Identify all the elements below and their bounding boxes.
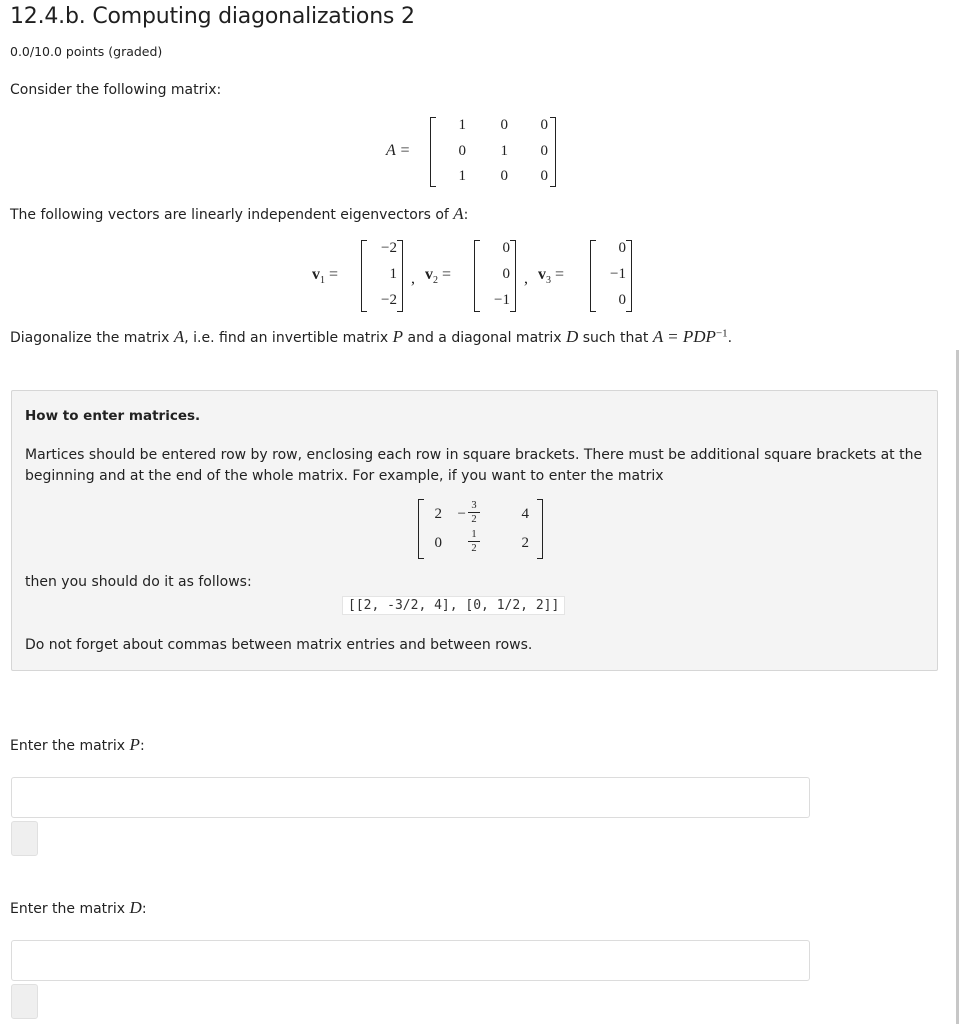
matrix-a-cell: 1 xyxy=(500,143,508,159)
matrix-a-cell: 0 xyxy=(540,117,548,133)
vector-v3-entry: −1 xyxy=(610,266,626,282)
example-matrix xyxy=(418,499,543,559)
matrix-d-input[interactable] xyxy=(11,940,810,981)
separator: , xyxy=(411,270,415,287)
help-box xyxy=(11,390,938,671)
example-matrix-cell: 2 xyxy=(521,535,529,551)
vector-v2-label: $v_2$ = xyxy=(425,266,452,287)
vector-v3-entry: 0 xyxy=(618,240,626,256)
vector-v1-entry: −2 xyxy=(381,240,397,256)
matrix-a-label: A = xyxy=(386,142,411,159)
matrix-a-cell: 0 xyxy=(500,168,508,184)
example-matrix-cell: 0 xyxy=(434,535,442,551)
example-matrix-cell: 2 xyxy=(434,506,442,522)
help-title: How to enter matrices. xyxy=(25,408,201,424)
matrix-p-input[interactable] xyxy=(11,777,810,818)
matrix-a-cell: 0 xyxy=(540,168,548,184)
vector-v2 xyxy=(474,240,516,312)
intro-text: Consider the following matrix: xyxy=(10,82,222,98)
vector-v2-entry: 0 xyxy=(502,240,510,256)
matrix-a-cell: 1 xyxy=(458,168,466,184)
vector-v3 xyxy=(590,240,632,312)
matrix-a-cell: 1 xyxy=(458,117,466,133)
matrix-a-cell: 0 xyxy=(500,117,508,133)
vector-v1-label: $v_1$ = xyxy=(312,266,339,287)
eigenvectors-text: The following vectors are linearly independent eigenvectors of A: xyxy=(10,204,469,223)
vector-v1-entry: −2 xyxy=(381,292,397,308)
matrix-p-label: Enter the matrix P: xyxy=(10,735,145,754)
matrix-p-status-button[interactable] xyxy=(11,821,38,856)
example-fraction: 3 2 xyxy=(468,500,480,525)
example-matrix-cell: 4 xyxy=(521,506,529,522)
help-text: Martices should be entered row by row, enclosing each row in square brackets. There must be additional square brackets at the beginning and at the end of the whole matrix. For example, if you want to enter the matrix xyxy=(25,447,923,484)
vector-v2-entry: −1 xyxy=(494,292,510,308)
matrix-a-cell: 0 xyxy=(540,143,548,159)
matrix-d-label: Enter the matrix D: xyxy=(10,898,147,917)
diagonalize-instructions: Diagonalize the matrix A, i.e. find an invertible matrix P and a diagonal matrix D such that $A = PDP^{-1}$. xyxy=(10,327,733,346)
vector-v1 xyxy=(361,240,403,312)
matrix-a-cell: 0 xyxy=(458,143,466,159)
vector-v3-entry: 0 xyxy=(618,292,626,308)
matrix-a xyxy=(430,117,556,187)
points-status: 0.0/10.0 points (graded) xyxy=(10,44,163,59)
help-note: Do not forget about commas between matrix entries and between rows. xyxy=(25,637,533,653)
example-minus: − xyxy=(457,506,466,522)
separator: , xyxy=(524,270,528,287)
vector-v1-entry: 1 xyxy=(389,266,397,282)
problem-title: 12.4.b. Computing diagonalizations 2 xyxy=(10,4,415,29)
example-fraction: 1 2 xyxy=(468,529,480,554)
help-code-example: [[2, -3/2, 4], [0, 1/2, 2]] xyxy=(342,596,565,615)
vector-v3-label: $v_3$ = xyxy=(538,266,565,287)
matrix-d-status-button[interactable] xyxy=(11,984,38,1019)
vector-v2-entry: 0 xyxy=(502,266,510,282)
help-then-text: then you should do it as follows: xyxy=(25,574,252,590)
